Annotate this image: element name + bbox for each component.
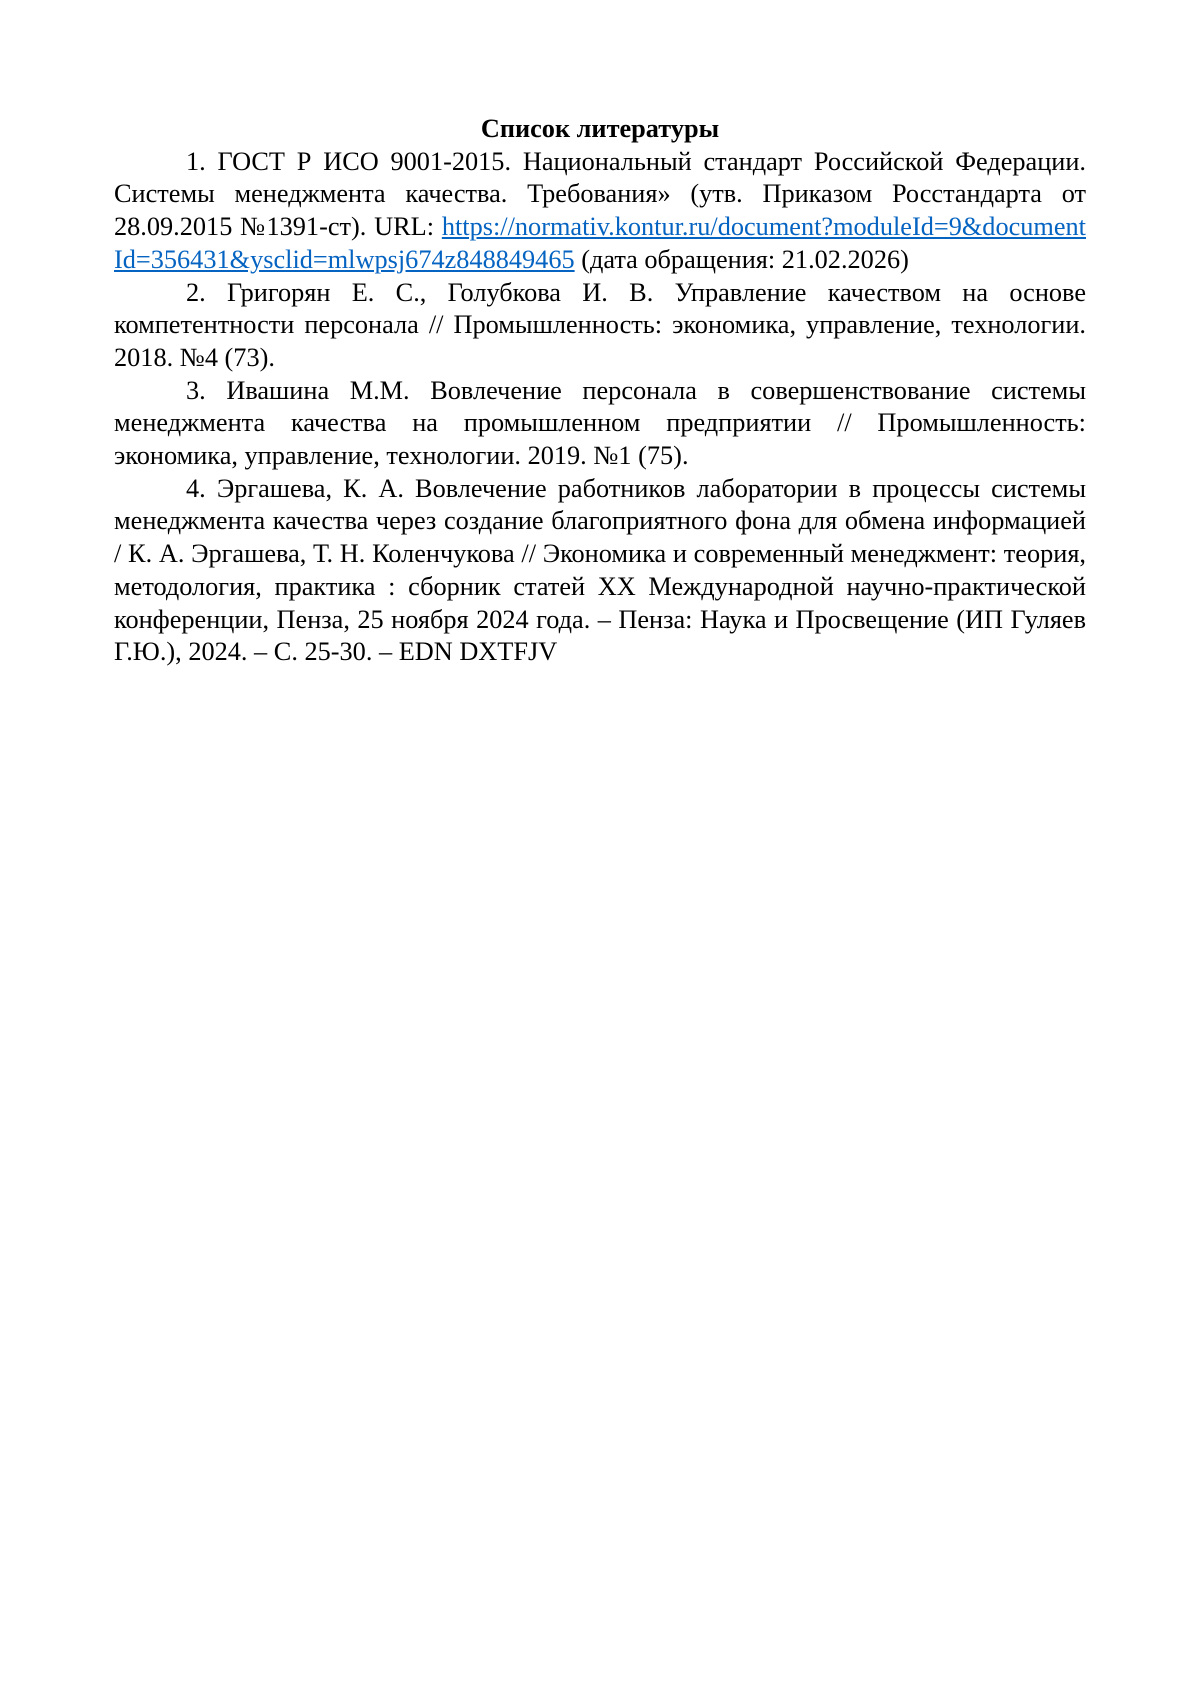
reference-url-link[interactable]: https://normativ.kontur.ru/document?moduleId=9&documentId=356431&ysclid=mlwpsj674z848849465	[114, 212, 1086, 274]
reference-item-2	[114, 277, 1086, 375]
reference-item-4	[114, 473, 1086, 669]
reference-item-1	[114, 146, 1086, 277]
page-title: Список литературы	[480, 114, 720, 143]
reference-text: Эргашева, К. А. Вовлечение работников лаборатории в процессы системы менеджмента качества через создание благоприятного фона для обмена информацией / К. А. Эргашева, Т. Н. Коленчукова // Экономика и современный менеджмент: теория, методология, практика : сборник статей XX Международной научно-практической конференции, Пенза, 25 ноября 2024 года. – Пенза: Наука и Просвещение (ИП Гуляев Г.Ю.), 2024. – С. 25-30. – EDN DXTFJV	[114, 473, 1086, 667]
reference-text: Ивашина М.М. Вовлечение персонала в совершенствование системы менеджмента качества на промышленном предприятии // Промышленность: экономика, управление, технологии. 2019. №1 (75).	[114, 375, 1086, 471]
reference-number: 4.	[186, 473, 206, 503]
reference-number: 1.	[186, 146, 206, 176]
reference-item-3	[114, 375, 1086, 473]
reference-list	[114, 146, 1086, 669]
reference-text: ГОСТ Р ИСО 9001-2015. Национальный стандарт Российской Федерации. Системы менеджмента качества. Требования» (утв. Приказом Росстандарта от 28.09.2015 №1391-ст). URL:	[114, 146, 1086, 242]
reference-access-date: (дата обращения: 21.02.2026)	[574, 244, 909, 274]
reference-number: 3.	[186, 375, 206, 405]
document-body	[114, 113, 1086, 669]
reference-number: 2.	[186, 277, 206, 307]
reference-text: Григорян Е. С., Голубкова И. В. Управление качеством на основе компетентности персонала // Промышленность: экономика, управление, технологии. 2018. №4 (73).	[114, 277, 1086, 372]
